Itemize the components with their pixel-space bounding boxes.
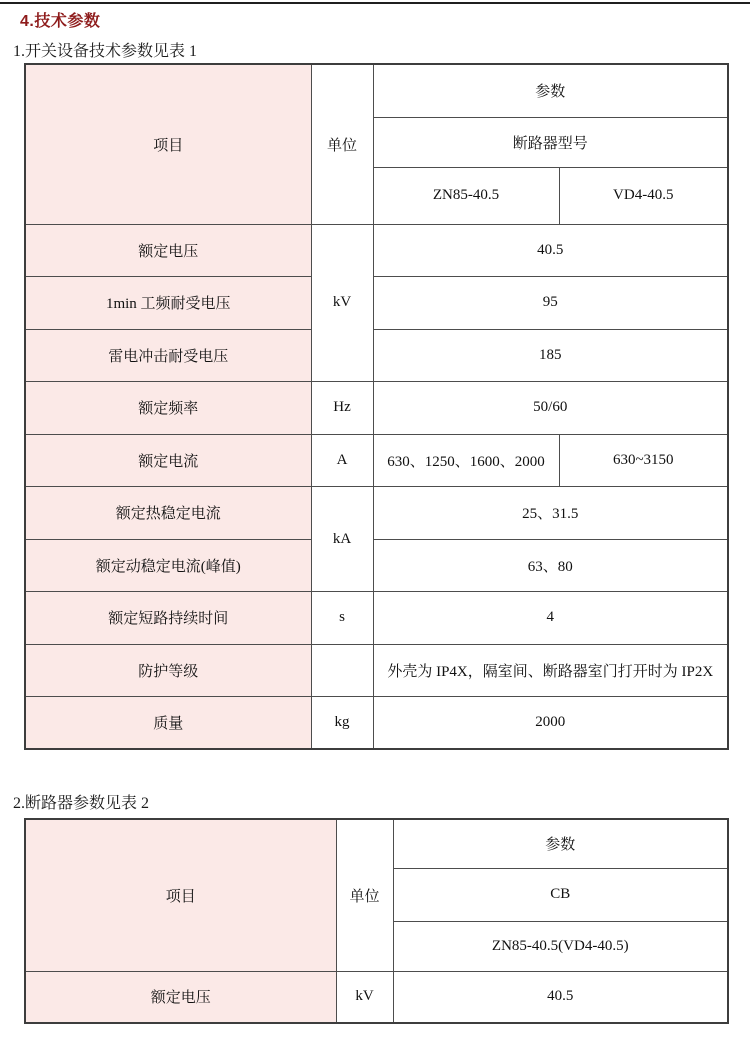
table1-switchgear-parameters: [24, 63, 729, 750]
table1-value-lightning-impulse: 185: [373, 329, 728, 382]
table2-caption: 2.断路器参数见表 2: [13, 795, 150, 812]
table1-item-rated-voltage: 额定电压: [25, 224, 311, 277]
table-row: [25, 382, 728, 435]
table2-unit-kv-cell: kV: [336, 971, 393, 1023]
table1-item-mass: 质量: [25, 697, 311, 750]
table1-item-short-circuit-duration: 额定短路持续时间: [25, 592, 311, 645]
table1-header-breaker-model-cell: 断路器型号: [373, 117, 728, 167]
table2-value-rated-voltage: 40.5: [393, 971, 728, 1023]
table-row: [25, 971, 728, 1023]
table1-header-param-cell: 参数: [373, 64, 728, 117]
table1-unit-a-cell: A: [311, 434, 373, 487]
table-row: [25, 697, 728, 750]
section-heading: 4.技术参数: [20, 13, 101, 30]
table1-unit-empty-cell: [311, 644, 373, 697]
table1-value-protection-degree: 外壳为 IP4X，隔室间、断路器室门打开时为 IP2X: [373, 644, 728, 697]
table2-header-row-1: [25, 819, 728, 868]
table1-value-rated-voltage: 40.5: [373, 224, 728, 277]
table1-caption: 1.开关设备技术参数见表 1: [13, 43, 198, 60]
table1-value-mass: 2000: [373, 697, 728, 750]
table2-header-cb-cell: CB: [393, 868, 728, 921]
table1-value-power-freq-withstand: 95: [373, 277, 728, 330]
table1-unit-ka-cell: kA: [311, 487, 373, 592]
table1-unit-hz-cell: Hz: [311, 382, 373, 435]
table1-header-row-1: [25, 64, 728, 117]
table1-unit-s-cell: s: [311, 592, 373, 645]
table-row: [25, 329, 728, 382]
table-row: [25, 592, 728, 645]
table-row: [25, 539, 728, 592]
table2-header-model-cell: ZN85-40.5(VD4-40.5): [393, 921, 728, 971]
table1-header-model1-cell: ZN85-40.5: [373, 167, 559, 224]
table1-item-rated-current: 额定电流: [25, 434, 311, 487]
table1-item-power-freq-withstand: 1min 工频耐受电压: [25, 277, 311, 330]
table2-breaker-parameters: [24, 818, 729, 1024]
table-row: [25, 487, 728, 540]
table2-header-unit-cell: 单位: [336, 819, 393, 971]
table1-value-rated-current-zn85: 630、1250、1600、2000: [373, 434, 559, 487]
table1-item-dynamic-current: 额定动稳定电流(峰值): [25, 539, 311, 592]
top-rule: [0, 2, 750, 4]
table-row: [25, 277, 728, 330]
table1-value-rated-frequency: 50/60: [373, 382, 728, 435]
table2-item-rated-voltage: 额定电压: [25, 971, 336, 1023]
table2-header-item-cell: 项目: [25, 819, 336, 971]
table1-item-thermal-current: 额定热稳定电流: [25, 487, 311, 540]
table1-header-model2-cell: VD4-40.5: [559, 167, 728, 224]
table1-value-rated-current-vd4: 630~3150: [559, 434, 728, 487]
table1-item-rated-frequency: 额定频率: [25, 382, 311, 435]
table1-value-thermal-current: 25、31.5: [373, 487, 728, 540]
table1-header-item-cell: 项目: [25, 64, 311, 224]
table1-item-protection-degree: 防护等级: [25, 644, 311, 697]
table1-item-lightning-impulse: 雷电冲击耐受电压: [25, 329, 311, 382]
table1-header-unit-cell: 单位: [311, 64, 373, 224]
table-row: [25, 644, 728, 697]
table1-value-dynamic-current: 63、80: [373, 539, 728, 592]
table-row: [25, 224, 728, 277]
table1-value-short-circuit-duration: 4: [373, 592, 728, 645]
table2-header-param-cell: 参数: [393, 819, 728, 868]
table1-unit-kv-cell: kV: [311, 224, 373, 382]
table1-unit-kg-cell: kg: [311, 697, 373, 750]
table-row: [25, 434, 728, 487]
